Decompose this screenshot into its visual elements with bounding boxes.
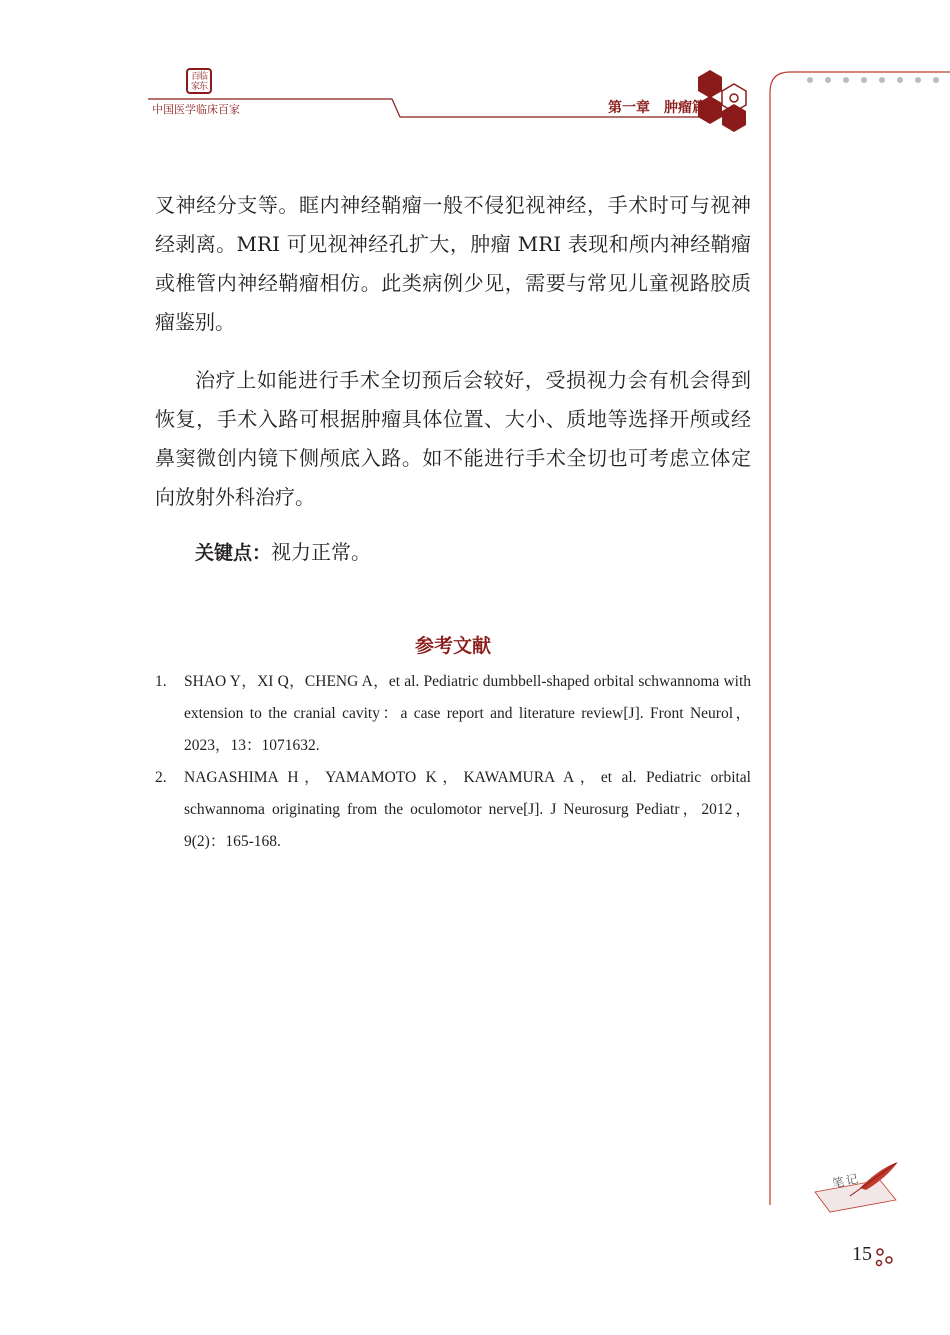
series-title: 中国医学临床百家 bbox=[152, 103, 240, 116]
reference-text: SHAO Y，XI Q，CHENG A，et al. Pediatric dumbbell-shaped orbital schwannoma with extension to the cranial cavity：a case report and literature review[J]. Front Neurol，2023，13：1071632. bbox=[184, 673, 751, 754]
reference-text: NAGASHIMA H，YAMAMOTO K，KAWAMURA A，et al. Pediatric orbital schwannoma originating from the oculomotor nerve[J]. J Neurosurg Pediatr，2012，9(2)：165-168. bbox=[184, 769, 751, 850]
body-paragraph: 叉神经分支等。眶内神经鞘瘤一般不侵犯视神经，手术时可与视神经剥离。MRI 可见视神经孔扩大，肿瘤 MRI 表现和颅内神经鞘瘤或椎管内神经鞘瘤相仿。此类病例少见，需要与常见儿童视路胶质瘤鉴别。 bbox=[155, 193, 751, 334]
reference-list bbox=[155, 666, 751, 858]
page-number: 15 bbox=[852, 1243, 872, 1265]
reference-number: 1. bbox=[155, 673, 167, 690]
binder-dots bbox=[807, 77, 939, 83]
key-point bbox=[195, 533, 371, 573]
chapter-title: 第一章 肿瘤篇 bbox=[608, 100, 706, 116]
page-ornament-icon bbox=[877, 1249, 893, 1266]
key-point-label: 关键点： bbox=[195, 542, 272, 564]
notes-label: 笔记 bbox=[830, 1171, 862, 1191]
references-heading: 参考文献 bbox=[414, 635, 491, 657]
key-point-text: 视力正常。 bbox=[271, 540, 372, 564]
body-paragraph: 治疗上如能进行手术全切预后会较好，受损视力会有机会得到恢复，手术入路可根据肿瘤具体位置、大小、质地等选择开颅或经鼻窦微创内镜下侧颅底入路。如不能进行手术全切也可考虑立体定向放射外科治疗。 bbox=[155, 368, 751, 509]
reference-number: 2. bbox=[155, 769, 167, 786]
reference-item bbox=[155, 666, 751, 762]
reference-item bbox=[155, 762, 751, 858]
series-logo: 百临家东 bbox=[186, 68, 212, 94]
